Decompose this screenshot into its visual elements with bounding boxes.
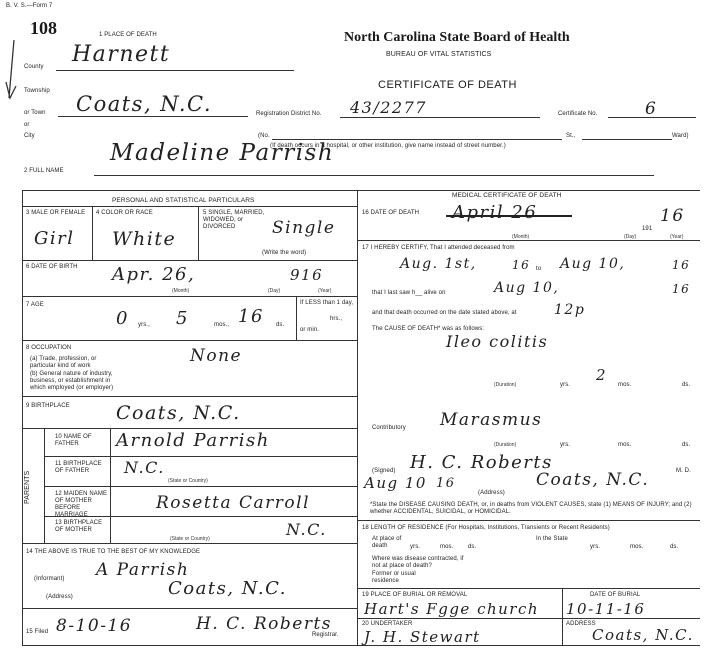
- informant-address-label: (Address): [46, 594, 73, 600]
- cause-label: The CAUSE OF DEATH* was as follows:: [372, 326, 485, 332]
- res-ds-label: ds.: [468, 544, 477, 550]
- informant-address-value: Coats, N.C.: [168, 578, 287, 599]
- state-yrs-label: yrs.: [590, 544, 601, 550]
- contrib-duration-label: (Duration): [494, 442, 517, 448]
- hospital-note: (If death occurs in a hospital, or other institution, give name instead of street number.): [270, 143, 506, 149]
- signed-date-value: Aug 10: [364, 474, 427, 492]
- attended-from-year: 16: [512, 258, 531, 272]
- signed-address-label: (Address): [478, 490, 505, 496]
- cause-footnote: *State the DISEASE CAUSING DEATH, or, in deaths from VIOLENT CAUSES, state (1) MEANS OF INJURY; and (2) whether ACCIDENTAL, SUICIDAL, or HOMICIDAL.: [370, 502, 692, 515]
- contrib-mos-label: mos.: [618, 442, 632, 448]
- date-of-death-year: 16: [660, 206, 685, 226]
- age-months: 5: [176, 308, 189, 329]
- burial-place-value: Hart's Fgge church: [364, 600, 540, 618]
- personal-header: PERSONAL AND STATISTICAL PARTICULARS: [112, 197, 255, 204]
- hrs-label: hrs.,: [330, 316, 343, 322]
- death-occurred-label: and that death occurred on the date stated above, at: [372, 310, 517, 316]
- signed-address-value: Coats, N.C.: [536, 470, 650, 490]
- informant-label: (Informant): [34, 576, 65, 582]
- county-label: County: [24, 64, 44, 70]
- attended-to-year: 16: [672, 258, 691, 272]
- marital-note: (Write the word): [262, 250, 307, 256]
- at-place-label: At place of death: [372, 536, 402, 549]
- last-saw-value: Aug 10,: [494, 280, 560, 296]
- occupation-b-label: (b) General nature of industry, business, or establishment in which employed (or employer): [30, 371, 114, 391]
- registrar-label: Registrar.: [312, 632, 339, 638]
- date-of-death-label: 16 DATE OF DEATH: [362, 210, 420, 216]
- in-state-label: In the State: [536, 536, 568, 542]
- dob-label: 6 DATE OF BIRTH: [26, 264, 78, 270]
- burial-date-value: 10-11-16: [566, 600, 646, 618]
- county-value: Harnett: [72, 42, 171, 67]
- contributory-label: Contributory: [372, 425, 406, 431]
- certificate-title: CERTIFICATE OF DEATH: [378, 79, 517, 91]
- registrar-value: H. C. Roberts: [196, 614, 333, 634]
- or-label: or: [24, 122, 30, 128]
- md-label: M. D.: [676, 468, 691, 474]
- death-time-value: 12p: [554, 302, 586, 318]
- former-residence-label: Former or usual residence: [372, 571, 416, 584]
- certificate-number-label: Certificate No.: [558, 111, 598, 117]
- attended-from: Aug. 1st,: [400, 256, 477, 272]
- occupation-label: 8 OCCUPATION: [26, 345, 72, 351]
- form-code: B. V. S.—Form 7: [6, 3, 53, 9]
- contrib-yrs-label: yrs.: [560, 442, 571, 448]
- margin-mark-icon: [0, 38, 22, 108]
- town-value: Coats, N.C.: [76, 92, 212, 116]
- father-birthplace-label: 11 BIRTHPLACE OF FATHER: [55, 461, 102, 474]
- attended-to: Aug 10,: [560, 256, 626, 272]
- age-yrs-label: yrs.,: [138, 322, 150, 328]
- marital-value: Single: [272, 218, 336, 238]
- contracted-label: Where was disease contracted, if not at place of death?: [372, 556, 464, 569]
- street-no-label: (No.: [258, 133, 270, 139]
- full-name-label: 2 FULL NAME: [24, 168, 64, 174]
- signed-label: (Signed): [372, 468, 396, 474]
- street-label: St.,: [566, 133, 576, 139]
- mother-birthplace-label: 13 BIRTHPLACE OF MOTHER: [55, 520, 103, 533]
- undertaker-label: 20 UNDERTAKER: [362, 621, 413, 627]
- dob-month-sub: (Month): [172, 288, 190, 294]
- age-years: 0: [116, 308, 129, 329]
- true-statement-label: 14 THE ABOVE IS TRUE TO THE BEST OF MY KNOWLEDGE: [26, 549, 201, 555]
- father-name-value: Arnold Parrish: [116, 430, 270, 451]
- father-state-sub: (State or Country): [168, 478, 208, 484]
- filed-date-value: 8-10-16: [56, 616, 133, 636]
- date-year-prefix: 191: [642, 226, 653, 232]
- last-saw-label: that I last saw h__ alive on: [372, 290, 446, 296]
- race-value: White: [112, 228, 177, 250]
- cause-yrs-label: yrs.: [560, 382, 571, 388]
- father-name-label: 10 NAME OF FATHER: [55, 434, 92, 447]
- board-name: North Carolina State Board of Health: [344, 30, 570, 45]
- certificate-number-value: 6: [645, 99, 658, 119]
- undertaker-address-label: ADDRESS: [566, 621, 596, 627]
- informant-value: A Parrish: [96, 560, 190, 580]
- less-than-day-label: If LESS than 1 day,: [300, 300, 354, 306]
- town-label: or Town: [24, 110, 46, 116]
- death-year-sub: (Year): [670, 234, 684, 240]
- sex-label: 3 MALE OR FEMALE: [26, 210, 86, 216]
- signed-year-value: 16: [436, 476, 456, 491]
- cause-duration-label: (Duration): [494, 382, 517, 388]
- to-label: to: [536, 266, 542, 272]
- dob-year: 916: [290, 266, 324, 284]
- serial-number: 108: [30, 18, 57, 38]
- contrib-ds-label: ds.: [682, 442, 691, 448]
- marital-label: 5 SINGLE, MARRIED, WIDOWED, or DIVORCED: [203, 210, 265, 230]
- signed-value: H. C. Roberts: [410, 452, 553, 473]
- registration-district-label: Registration District No.: [256, 111, 322, 117]
- filed-label: 15 Filed: [26, 629, 49, 635]
- occupation-value: None: [190, 346, 243, 366]
- undertaker-value: J. H. Stewart: [364, 628, 481, 646]
- dob-day-sub: (Day): [268, 288, 281, 294]
- mother-birthplace-value: N.C.: [286, 520, 327, 539]
- sex-value: Girl: [34, 228, 75, 249]
- registration-district-value: 43/2277: [350, 98, 427, 117]
- township-label: Township: [24, 88, 50, 94]
- place-of-death-label: 1 PLACE OF DEATH: [99, 32, 157, 38]
- occupation-a-label: (a) Trade, profession, or particular kind of work: [30, 356, 97, 369]
- mother-name-value: Rosetta Carroll: [156, 493, 311, 513]
- death-day-sub: (Day): [624, 234, 637, 240]
- mother-state-sub: (State or Country): [170, 536, 210, 542]
- age-ds-label: ds.: [276, 322, 285, 328]
- birthplace-label: 9 BIRTHPLACE: [26, 403, 70, 409]
- city-label: City: [24, 133, 35, 139]
- full-name-value: Madeline Parrish: [110, 140, 335, 166]
- residence-label: 18 LENGTH OF RESIDENCE (For Hospitals, Institutions, Transients or Recent Residents): [362, 525, 610, 531]
- res-mos-label: mos.: [440, 544, 454, 550]
- certify-label: 17 I HEREBY CERTIFY, That I attended deceased from: [362, 245, 515, 251]
- cause-mos-label: mos.: [618, 382, 632, 388]
- burial-place-label: 19 PLACE OF BURIAL OR REMOVAL: [362, 592, 468, 598]
- dob-month-day: Apr. 26,: [112, 264, 196, 285]
- father-birthplace-value: N.C.: [124, 458, 165, 477]
- or-min-label: or min.: [300, 327, 320, 333]
- bureau-name: BUREAU OF VITAL STATISTICS: [386, 51, 492, 58]
- race-label: 4 COLOR OR RACE: [96, 210, 153, 216]
- ward-label: Ward): [672, 133, 689, 139]
- state-mos-label: mos.: [630, 544, 644, 550]
- dob-year-sub: (Year): [318, 288, 332, 294]
- undertaker-address-value: Coats, N.C.: [592, 626, 694, 644]
- state-ds-label: ds.: [670, 544, 679, 550]
- birthplace-value: Coats, N.C.: [116, 402, 241, 424]
- age-label: 7 AGE: [26, 302, 44, 308]
- medical-header: MEDICAL CERTIFICATE OF DEATH: [452, 192, 562, 199]
- cause-value: Ileo colitis: [446, 332, 549, 351]
- last-saw-year: 16: [672, 282, 691, 296]
- death-month-sub: (Month): [512, 234, 530, 240]
- parents-label: PARENTS: [24, 470, 31, 504]
- cause-ds-label: ds.: [682, 382, 691, 388]
- age-days: 16: [238, 306, 264, 327]
- cause-duration-months: 2: [596, 366, 608, 384]
- date-of-death-struck: April 26: [452, 202, 538, 223]
- burial-date-label: DATE OF BURIAL: [590, 592, 641, 598]
- mother-name-label: 12 MAIDEN NAME OF MOTHER BEFORE MARRIAGE: [55, 491, 108, 518]
- contributory-value: Marasmus: [440, 410, 543, 430]
- age-mos-label: mos.,: [214, 322, 230, 328]
- res-yrs-label: yrs.: [410, 544, 421, 550]
